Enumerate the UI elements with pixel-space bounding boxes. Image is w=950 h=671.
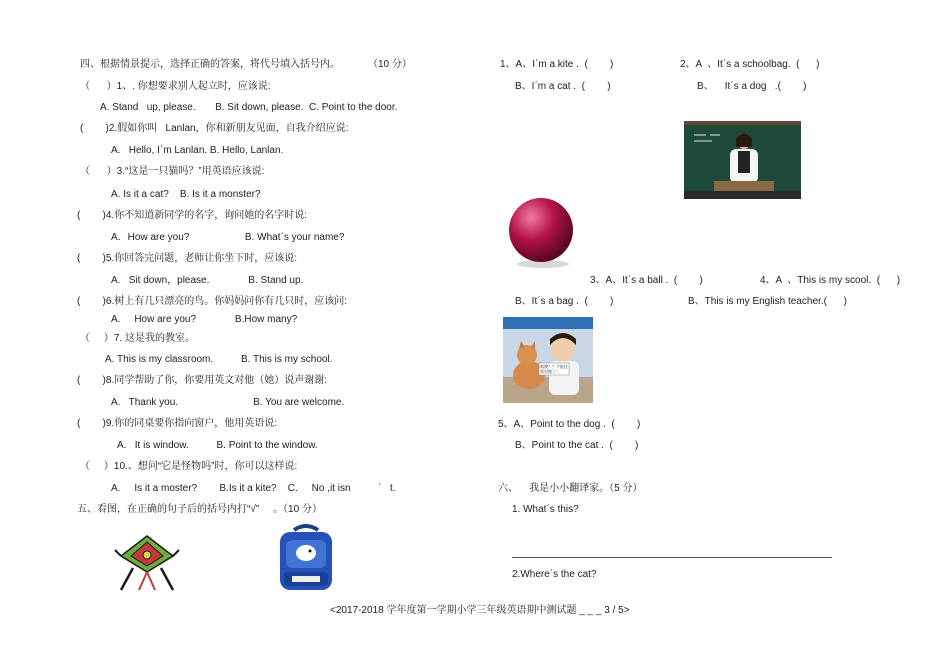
- q5-option-a: 5、A、Point to the dog . ( ): [498, 419, 641, 430]
- question-1: （ ）1、. 你想要求别人起立时，应该说:: [80, 81, 271, 92]
- schoolbag-image: [270, 522, 342, 592]
- question-2-options: A. Hello, I΄m Lanlan. B. Hello, Lanlan.: [111, 145, 284, 156]
- q5-option-b: B、Point to the cat . ( ): [515, 440, 639, 451]
- answer-line-1[interactable]: [512, 557, 832, 558]
- q2-option-b: B、 It΄s a dog .( ): [697, 81, 807, 92]
- question-10: （ ）10.、想问“它是怪物吗”时，你可以这样说:: [80, 461, 298, 472]
- q4-option-b: B、This is my English teacher.( ): [688, 296, 847, 307]
- question-8: ( )8.同学帮助了你，你要用英文对他（她）说声谢谢:: [77, 375, 328, 386]
- translate-question-2: 2.Where΄s the cat?: [512, 569, 597, 580]
- ball-image: [501, 192, 581, 270]
- q3-option-b: B、It΄s a bag . ( ): [515, 296, 614, 307]
- question-10-options: A. Is it a moster? B.Is it a kite? C. No ,it isn ΄ t.: [111, 483, 396, 494]
- question-8-options: A. Thank you. B. You are welcome.: [111, 397, 345, 408]
- teacher-photo: [684, 121, 801, 199]
- girl-and-cat-photo: [503, 317, 593, 403]
- question-6: ( )6.树上有几只漂亮的鸟。你妈妈问你有几只时，应该问:: [77, 296, 348, 307]
- section-5-heading: 五、看图，在正确的句子后的括号内打“√” 。（10 分）: [77, 504, 322, 515]
- question-3: （ ）3.“这是一只猫吗？”用英语应该说:: [80, 166, 265, 177]
- translate-question-1: 1. What΄s this?: [512, 504, 579, 515]
- question-5-options: A. Sit down，please. B. Stand up.: [111, 275, 304, 286]
- section-4-heading: 四、根据情景提示，选择正确的答案，将代号填入括号内。: [80, 59, 340, 70]
- question-2: ( )2.假如你叫 Lanlan，你和新朋友见面，自我介绍应说:: [80, 123, 349, 134]
- photo-caption: 喵噢？？不能往那里跑了！: [540, 364, 568, 374]
- q4-option-a: 4、A 、This is my scool. ( ): [760, 275, 901, 286]
- kite-image: [113, 532, 181, 592]
- q3-option-a: 3、A、It΄s a ball . ( ): [590, 275, 703, 286]
- q1-option-b: B、I΄m a cat . ( ): [515, 81, 611, 92]
- question-7: （ ）7. 这是我的教室。: [80, 333, 196, 344]
- question-3-options: A. Is it a cat? B. Is it a monster?: [111, 189, 261, 200]
- question-4-options: A．How are you? B. What΄s your name?: [111, 232, 345, 243]
- q1-option-a: 1、A、I΄m a kite . ( ): [500, 59, 614, 70]
- question-4: ( )4.你不知道新同学的名字，询问她的名字时说:: [77, 210, 308, 221]
- question-7-options: A. This is my classroom. B. This is my school.: [105, 354, 333, 365]
- question-1-options: A. Stand up, please. B. Sit down, please. C. Point to the door.: [100, 102, 398, 113]
- question-9: ( )9.你的同桌要你指向窗户，他用英语说:: [77, 418, 278, 429]
- q2-option-a: 2、A 、It΄s a schoolbag. ( ): [680, 59, 820, 70]
- question-6-options: A. How are you? B.How many?: [111, 314, 298, 325]
- question-9-options: A. It is window. B. Point to the window.: [117, 440, 318, 451]
- section-6-heading: 六、 我是小小翻译家。（5 分）: [498, 483, 643, 494]
- section-4-score: （10 分）: [368, 59, 412, 70]
- page-footer: <2017-2018 学年度第一学期小学三年级英语期中测试题 _ _ _ 3 / 5>: [330, 605, 630, 616]
- question-5: ( )5.你回答完问题，老师让你坐下时，应该说:: [77, 253, 298, 264]
